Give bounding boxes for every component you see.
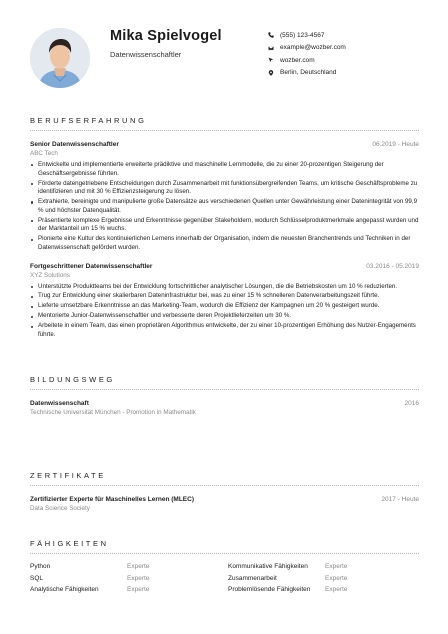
job-entry: [30, 141, 419, 253]
profile-photo: [30, 28, 90, 88]
degree-title: Datenwissenschaft: [30, 400, 89, 407]
section-divider: [30, 553, 419, 554]
bullet-item: Pionierte eine Kultur des kontinuierlichen Lernens innerhalb der Organisation, indem die neuesten Branchentrends und Techniken in der Datenwissenschaft gefördert wurden.: [30, 235, 419, 252]
skills-heading: FÄHIGKEITEN: [30, 539, 109, 548]
contact-phone-text: (555) 123-4567: [280, 31, 325, 39]
school-name: Technische Universität München - Promotion in Mathematik: [30, 409, 196, 416]
certificate-issuer: Data Science Society: [30, 505, 90, 512]
contact-list: [268, 29, 418, 79]
bullet-item: Lieferte umsetzbare Erkenntnisse an das Marketing-Team, wodurch die Effizienz der Kampagnen um 20 % gesteigert wurde.: [30, 302, 419, 311]
candidate-title: Datenwissenschaftler: [110, 50, 182, 59]
job-dates: 06.2019 - Heute: [372, 141, 419, 148]
job-entry: [30, 263, 419, 340]
education-heading: BILDUNGSWEG: [30, 375, 115, 384]
section-divider: [30, 485, 419, 486]
job-dates: 03.2016 - 05.2019: [366, 262, 419, 270]
contact-location: [268, 67, 418, 80]
email-icon: [268, 45, 280, 51]
experience-heading: BERUFSERFAHRUNG: [30, 116, 147, 125]
skill-level: Experte: [325, 574, 348, 582]
resume-header: [30, 28, 420, 90]
location-pin-icon: [268, 70, 280, 76]
bullet-item: Unterstützte Produktteams bei der Entwicklung fortschrittlicher analytischer Lösungen, die die Betriebskosten um 10 % reduzierten.: [30, 283, 419, 292]
contact-email-text: example@wozber.com: [280, 44, 346, 52]
skill-name: Analytische Fähigkeiten: [30, 586, 99, 593]
skill-name: Problemlösende Fähigkeiten: [228, 586, 311, 593]
section-divider: [30, 130, 419, 131]
skills-grid: [30, 563, 419, 593]
bullet-item: Förderte datengetriebene Entscheidungen durch Zusammenarbeit mit funktionsübergreifenden Teams, um kritische Geschäftsprobleme zu identifizieren und mit 30 % Effizienzsteigerung zu lösen.: [30, 180, 419, 197]
skill-level: Experte: [325, 563, 348, 570]
bullet-item: Entwickelte und implementierte erweiterte prädiktive und maschinelle Lernmodelle, die zu einer 20-prozentigen Steigerung der Geschäftsergebnisse führten.: [30, 161, 419, 178]
bullet-item: Arbeitete in einem Team, das einen proprietären Algorithmus entwickelte, der zu einer 10-prozentigen Erhöhung des Nutzer-Engagements führte.: [30, 322, 419, 339]
contact-email[interactable]: [268, 42, 418, 55]
certificate-dates: 2017 - Heute: [381, 496, 419, 503]
bullet-item: Mentorierte Junior-Datenwissenschaftler und verbesserte deren Projektlieferzeiten um 30 %.: [30, 312, 419, 321]
section-divider: [30, 389, 419, 390]
bullet-item: Extrahierte, bereinigte und manipulierte große Datensätze aus verschiedenen Quellen unter Gewährleistung einer Datenintegrität von 99,9 % und höchster Datenqualität.: [30, 198, 419, 215]
skill-name: Zusammenarbeit: [228, 574, 277, 582]
phone-icon: [268, 32, 280, 38]
candidate-name: Mika Spielvogel: [110, 28, 222, 44]
contact-website-text: wozber.com: [280, 56, 315, 64]
experience-section: [30, 116, 419, 341]
skills-section: [30, 539, 419, 593]
certificate-name: Zertifizierter Experte für Maschinelles Lernen (MLEC): [30, 496, 194, 503]
skill-name: Python: [30, 563, 51, 570]
contact-website[interactable]: [268, 54, 418, 67]
job-company: XYZ Solutions: [30, 271, 70, 279]
job-title: Senior Datenwissenschaftler: [30, 141, 119, 148]
certificate-entry: [30, 496, 419, 514]
job-bullets: [30, 283, 419, 340]
job-company: ABC Tech: [30, 150, 58, 157]
skill-level: Experte: [127, 586, 150, 593]
certificates-heading: ZERTIFIKATE: [30, 471, 106, 480]
education-entry: [30, 400, 419, 418]
skill-level: Experte: [325, 586, 348, 593]
skill-level: Experte: [127, 574, 150, 582]
contact-phone: [268, 29, 418, 42]
skill-level: Experte: [127, 563, 150, 570]
person-photo-icon: [30, 28, 90, 88]
link-icon: [268, 57, 280, 63]
job-title: Fortgeschrittener Datenwissenschaftler: [30, 262, 153, 270]
contact-location-text: Berlin, Deutschland: [280, 69, 337, 77]
skill-name: Kommunikative Fähigkeiten: [228, 563, 308, 570]
education-section: [30, 375, 419, 418]
education-year: 2016: [404, 400, 419, 407]
job-bullets: [30, 161, 419, 253]
skill-name: SQL: [30, 574, 44, 582]
bullet-item: Trug zur Entwicklung einer skalierbaren Dateninfrastruktur bei, was zu einer 15 % schnelleren Datenverarbeitungszeit führte.: [30, 292, 419, 301]
certificates-section: [30, 471, 419, 514]
bullet-item: Präsentierte komplexe Ergebnisse und Erkenntnisse gegenüber Stakeholdern, wodurch Schlüsselproduktmerkmale angepasst wurden und der Marktanteil um 15 % wuchs.: [30, 217, 419, 234]
